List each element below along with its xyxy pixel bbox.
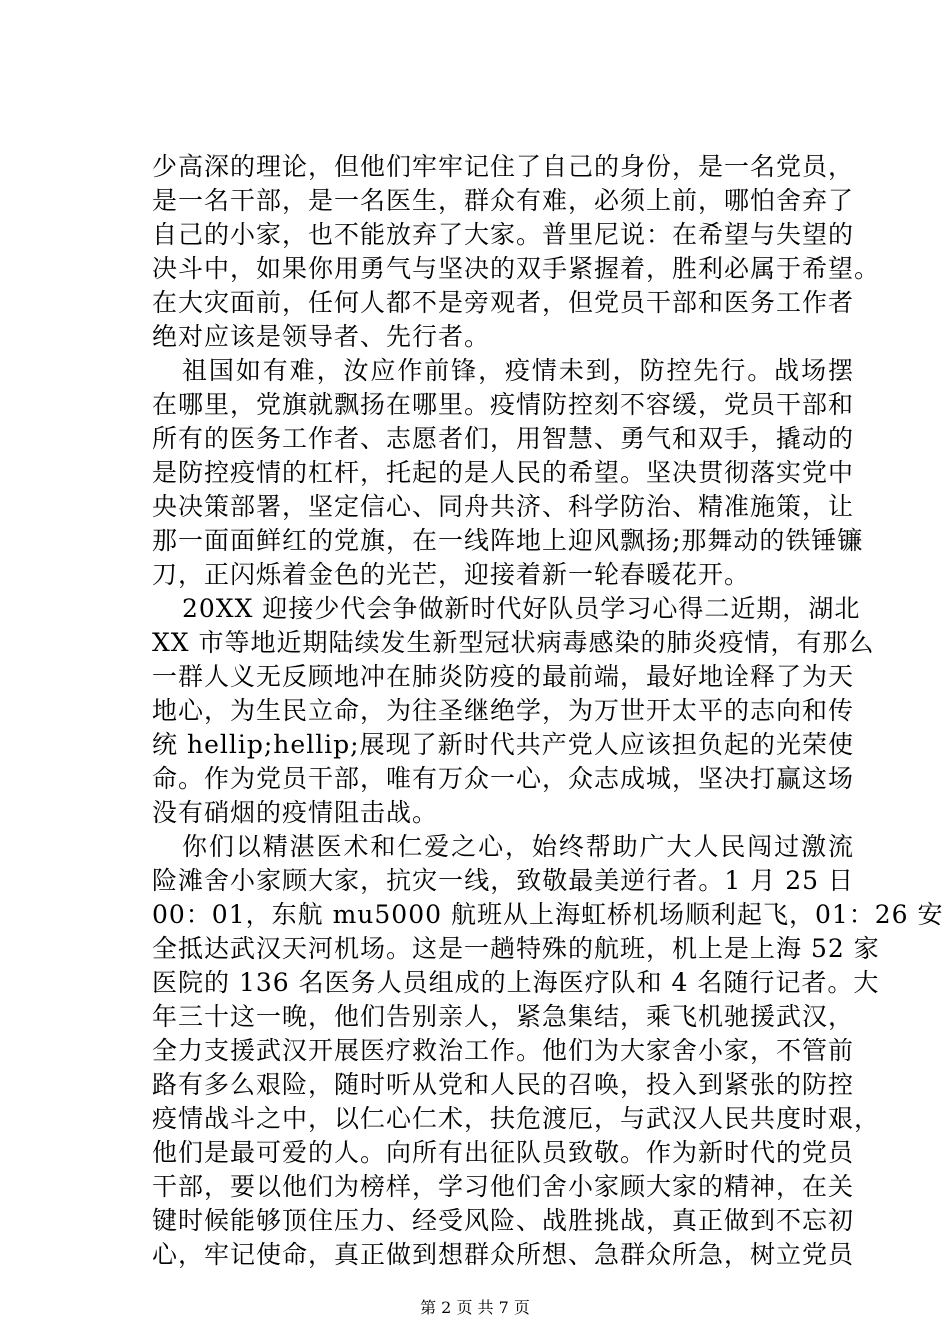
text-line: 年三十这一晚，他们告别亲人，紧急集结，乘飞机驰援武汉，	[152, 1002, 855, 1031]
text-line: 少高深的理论，但他们牢牢记住了自己的身份，是一名党员，	[152, 152, 855, 181]
text-line: 全力支援武汉开展医疗救治工作。他们为大家舍小家，不管前	[152, 1036, 855, 1065]
text-line: 绝对应该是领导者、先行者。	[152, 322, 491, 351]
paragraph-start-line: 祖国如有难，汝应作前锋，疫情未到，防控先行。战场摆	[182, 356, 854, 385]
text-line: 决斗中，如果你用勇气与坚决的双手紧握着，胜利必属于希望。	[152, 254, 881, 283]
text-line: XX 市等地近期陆续发生新型冠状病毒感染的肺炎疫情，有那么	[152, 628, 875, 657]
text-line: 刀，正闪烁着金色的光芒，迎接着新一轮春暖花开。	[152, 560, 751, 589]
text-line: 是一名干部，是一名医生，群众有难，必须上前，哪怕舍弃了	[152, 186, 855, 215]
text-line: 那一面面鲜红的党旗，在一线阵地上迎风飘扬;那舞动的铁锤镰	[152, 526, 864, 555]
text-line: 他们是最可爱的人。向所有出征队员致敬。作为新时代的党员	[152, 1138, 855, 1167]
document-body	[152, 150, 944, 1272]
text-line: 00：01，东航 mu5000 航班从上海虹桥机场顺利起飞，01：26 安	[152, 900, 944, 929]
text-line: 医院的 136 名医务人员组成的上海医疗队和 4 名随行记者。大	[152, 968, 880, 997]
paragraph-start-line: 你们以精湛医术和仁爱之心，始终帮助广大人民闯过激流	[182, 832, 854, 861]
text-line: 心，牢记使命，真正做到想群众所想、急群众所急，树立党员	[152, 1240, 855, 1269]
text-line: 地心，为生民立命，为往圣继绝学，为万世开太平的志向和传	[152, 696, 855, 725]
paragraph-start-line: 20XX 迎接少代会争做新时代好队员学习心得二近期，湖北	[182, 594, 861, 623]
text-line: 所有的医务工作者、志愿者们，用智慧、勇气和双手，撬动的	[152, 424, 855, 453]
text-line: 干部，要以他们为榜样，学习他们舍小家顾大家的精神，在关	[152, 1172, 855, 1201]
text-line: 路有多么艰险，随时听从党和人民的召唤，投入到紧张的防控	[152, 1070, 855, 1099]
text-line: 键时候能够顶住压力、经受风险、战胜挑战，真正做到不忘初	[152, 1206, 855, 1235]
text-line: 全抵达武汉天河机场。这是一趟特殊的航班，机上是上海 52 家	[152, 934, 880, 963]
text-line: 没有硝烟的疫情阻击战。	[152, 798, 439, 827]
text-line: 险滩舍小家顾大家，抗灾一线，致敬最美逆行者。1 月 25 日	[152, 866, 854, 895]
text-line: 是防控疫情的杠杆，托起的是人民的希望。坚决贯彻落实党中	[152, 458, 855, 487]
text-line: 央决策部署，坚定信心、同舟共济、科学防治、精准施策，让	[152, 492, 855, 521]
text-line: 自己的小家，也不能放弃了大家。普里尼说：在希望与失望的	[152, 220, 855, 249]
text-line: 命。作为党员干部，唯有万众一心，众志成城，坚决打赢这场	[152, 764, 855, 793]
text-line: 疫情战斗之中，以仁心仁术，扶危渡厄，与武汉人民共度时艰，	[152, 1104, 881, 1133]
text-line: 在大灾面前，任何人都不是旁观者，但党员干部和医务工作者	[152, 288, 855, 317]
text-line: 一群人义无反顾地冲在肺炎防疫的最前端，最好地诠释了为天	[152, 662, 855, 691]
text-line: 在哪里，党旗就飘扬在哪里。疫情防控刻不容缓，党员干部和	[152, 390, 855, 419]
page-number-footer: 第 2 页 共 7 页	[420, 1298, 530, 1317]
text-line: 统 hellip;hellip;展现了新时代共产党人应该担负起的光荣使	[152, 730, 854, 759]
